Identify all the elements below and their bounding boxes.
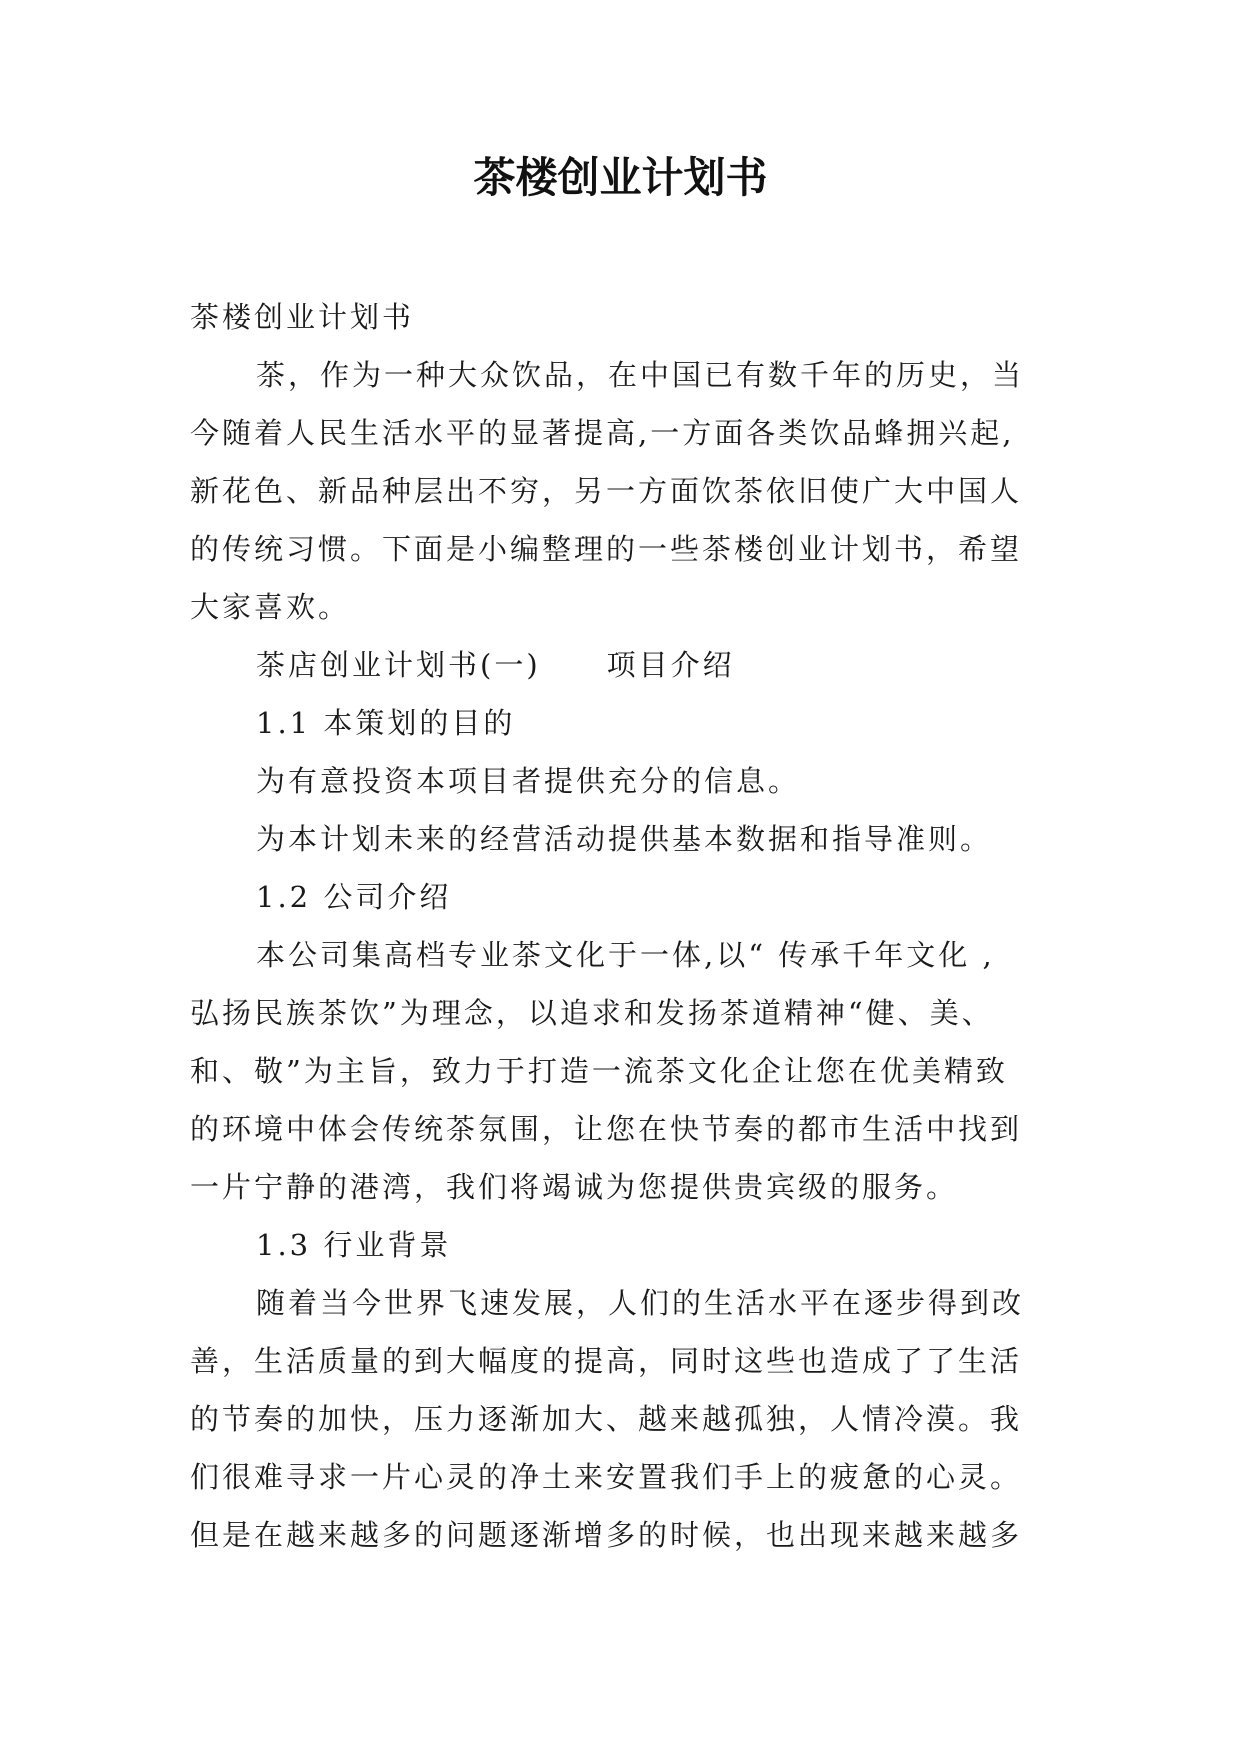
line-text: 今随着人民生活水平的显著提高,一方面各类饮品蜂拥兴起, <box>190 416 1015 450</box>
paragraph-line <box>190 810 1070 868</box>
line-text: 随着当今世界飞速发展，人们的生活水平在逐步得到改 <box>256 1286 1025 1320</box>
paragraph-line <box>190 1042 1070 1100</box>
line-text: 茶，作为一种大众饮品，在中国已有数千年的历史，当 <box>256 358 1025 392</box>
paragraph-line <box>190 1274 1070 1332</box>
paragraph-line <box>190 1100 1070 1158</box>
line-text: 茶店创业计划书(一) <box>256 648 541 682</box>
paragraph-line <box>190 578 1070 636</box>
line-text: 们很难寻求一片心灵的净土来安置我们手上的疲惫的心灵。 <box>190 1460 1023 1494</box>
line-text: 本公司集高档专业茶文化于一体,以“ 传承千年文化 , <box>256 938 995 972</box>
line-text: 茶楼创业计划书 <box>190 300 415 334</box>
line-text: 和、敬”为主旨，致力于打造一流茶文化企让您在优美精致 <box>190 1054 1008 1088</box>
paragraph-line <box>190 346 1070 404</box>
paragraph-line <box>190 1216 1070 1274</box>
line-text: 为本计划未来的经营活动提供基本数据和指导准则。 <box>256 822 993 856</box>
paragraph-line <box>190 520 1070 578</box>
document-body <box>190 288 1070 1564</box>
paragraph-line <box>190 404 1070 462</box>
paragraph-line <box>190 1158 1070 1216</box>
paragraph-line <box>190 752 1070 810</box>
line-text: 一片宁静的港湾，我们将竭诚为您提供贵宾级的服务。 <box>190 1170 959 1204</box>
paragraph-line <box>190 984 1070 1042</box>
line-text: 新花色、新品种层出不穷，另一方面饮茶依旧使广大中国人 <box>190 474 1023 508</box>
line-heading-text: 项目介绍 <box>606 648 735 682</box>
paragraph-line <box>190 462 1070 520</box>
line-text: 的传统习惯。下面是小编整理的一些茶楼创业计划书，希望 <box>190 532 1023 566</box>
line-text: 善，生活质量的到大幅度的提高，同时这些也造成了了生活 <box>190 1344 1023 1378</box>
line-text: 1.1 本策划的目的 <box>256 706 516 740</box>
paragraph-line <box>190 868 1070 926</box>
paragraph-line <box>190 288 1070 346</box>
paragraph-line <box>190 1390 1070 1448</box>
paragraph-line <box>190 1448 1070 1506</box>
line-text: 1.3 行业背景 <box>256 1228 452 1262</box>
line-text: 弘扬民族茶饮”为理念，以追求和发扬茶道精神“健、美、 <box>190 996 994 1030</box>
document-title: 茶楼创业计划书 <box>473 153 768 202</box>
paragraph-line <box>190 926 1070 984</box>
line-text: 但是在越来越多的问题逐渐增多的时候，也出现来越来越多 <box>190 1518 1023 1552</box>
line-text: 的节奏的加快，压力逐渐加大、越来越孤独，人情冷漠。我 <box>190 1402 1023 1436</box>
paragraph-line <box>190 636 1070 694</box>
paragraph-line <box>190 694 1070 752</box>
paragraph-line <box>190 1506 1070 1564</box>
line-text: 1.2 公司介绍 <box>256 880 452 914</box>
line-text: 的环境中体会传统茶氛围，让您在快节奏的都市生活中找到 <box>190 1112 1023 1146</box>
paragraph-line <box>190 1332 1070 1390</box>
line-text: 大家喜欢。 <box>190 590 351 624</box>
line-text: 为有意投资本项目者提供充分的信息。 <box>256 764 801 798</box>
